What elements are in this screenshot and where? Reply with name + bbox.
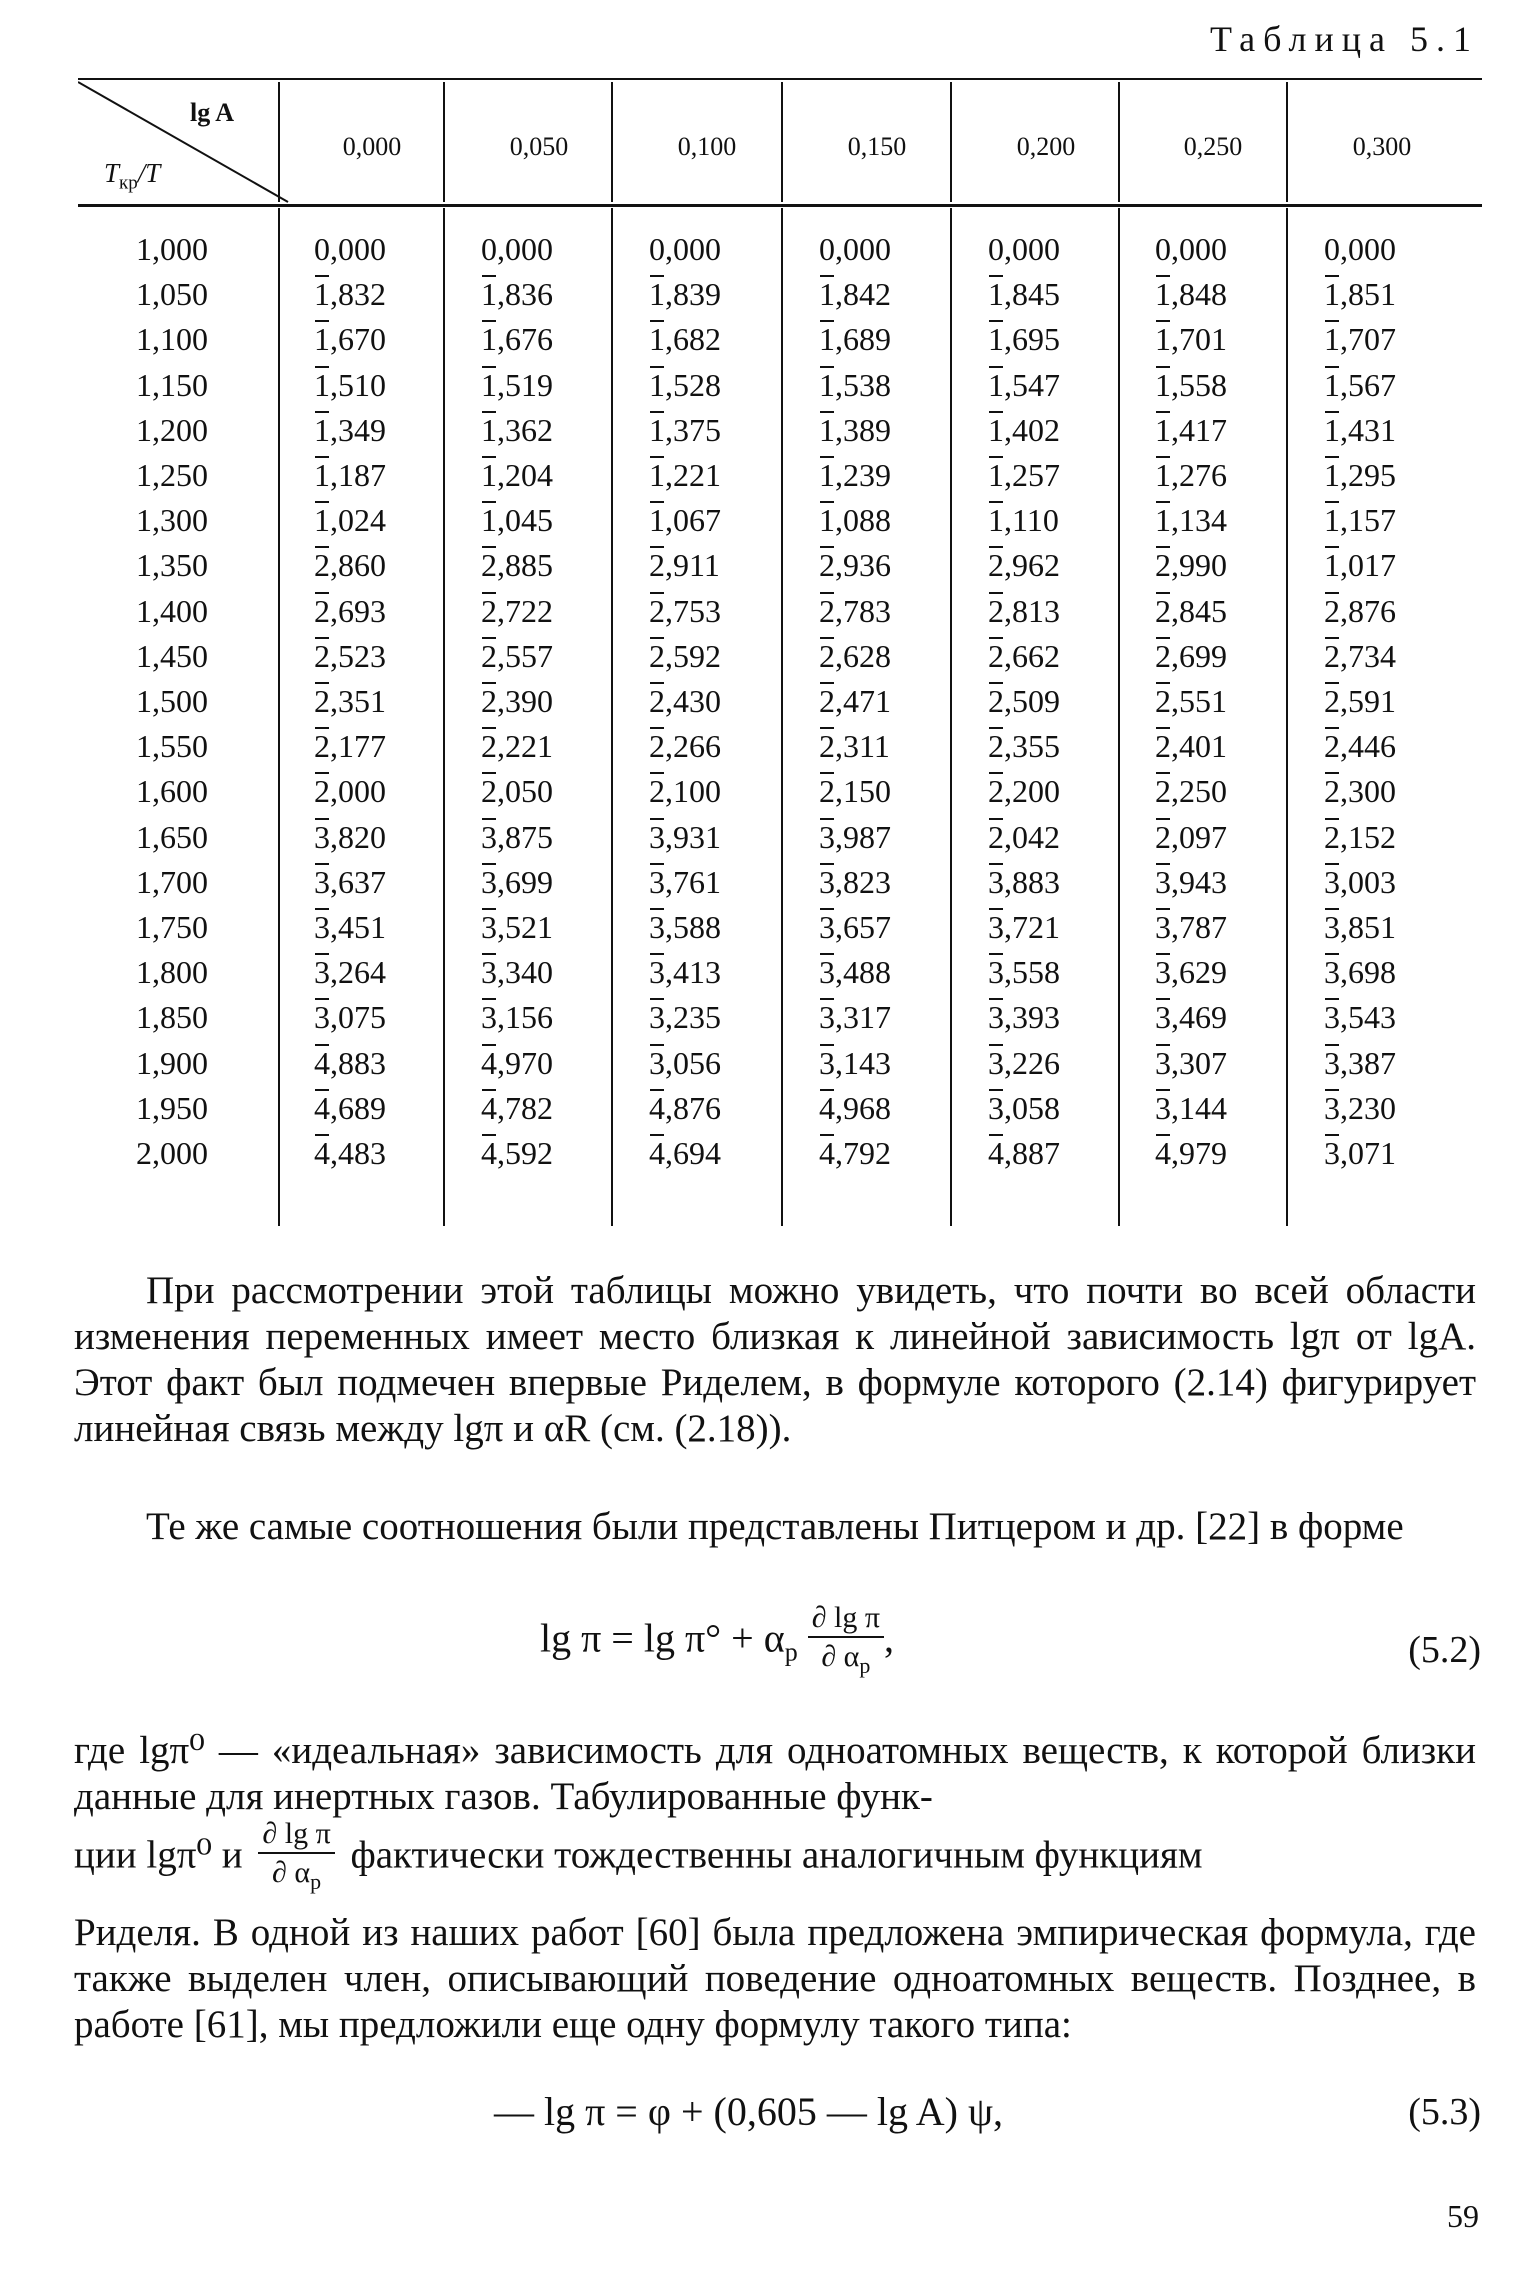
table-cell: 1,839 bbox=[649, 271, 721, 317]
row-label: 1,700 bbox=[136, 863, 208, 900]
table-cell: 3,558 bbox=[988, 949, 1060, 995]
table-cell: 2,523 bbox=[314, 633, 386, 679]
table-cell: 3,820 bbox=[314, 814, 386, 860]
table-cell: 2,845 bbox=[1155, 588, 1227, 634]
table-cell: 3,883 bbox=[988, 859, 1060, 905]
column-rule bbox=[278, 82, 280, 202]
table-cell: 3,469 bbox=[1155, 994, 1227, 1040]
table-cell: 2,885 bbox=[481, 542, 553, 588]
column-rule bbox=[781, 208, 783, 1226]
table-cell: 2,351 bbox=[314, 678, 386, 724]
column-header: 0,150 bbox=[847, 132, 907, 161]
table-cell: 4,792 bbox=[819, 1130, 891, 1176]
table-cell: 2,628 bbox=[819, 633, 891, 679]
row-label: 1,650 bbox=[136, 818, 208, 855]
row-label: 1,850 bbox=[136, 999, 208, 1036]
table-cell: 3,264 bbox=[314, 949, 386, 995]
table-cell: 1,221 bbox=[649, 452, 721, 498]
table-cell: 2,509 bbox=[988, 678, 1060, 724]
table-cell: 3,058 bbox=[988, 1085, 1060, 1131]
column-rule bbox=[611, 82, 613, 202]
row-label: 1,500 bbox=[136, 683, 208, 719]
column-rule bbox=[1118, 208, 1120, 1226]
table-cell: 1,276 bbox=[1155, 452, 1227, 498]
table-cell: 1,707 bbox=[1324, 316, 1396, 362]
table-cell: 3,521 bbox=[481, 904, 553, 950]
paragraph-2: Те же самые соотношения были представлены Питцером и др. [22] в форме bbox=[146, 1505, 1404, 1548]
row-label: 1,800 bbox=[136, 954, 208, 991]
table-cell: 2,783 bbox=[819, 588, 891, 634]
table-cell: 3,987 bbox=[819, 814, 891, 860]
table-cell: 2,471 bbox=[819, 678, 891, 724]
table-cell: 2,050 bbox=[481, 768, 553, 814]
corner-header-T: $T_{кр}/T$ bbox=[104, 158, 161, 194]
table-cell: 2,591 bbox=[1324, 678, 1396, 724]
table-cell: 0,000 bbox=[649, 231, 721, 267]
table-cell: 3,226 bbox=[988, 1040, 1060, 1086]
table-cell: 2,100 bbox=[649, 768, 721, 814]
row-label: 1,750 bbox=[136, 909, 208, 945]
table-cell: 3,340 bbox=[481, 949, 553, 995]
table-cell: 2,592 bbox=[649, 633, 721, 679]
table-cell: 1,848 bbox=[1155, 271, 1227, 317]
table-cell: 2,813 bbox=[988, 588, 1060, 634]
table-cell: 4,887 bbox=[988, 1130, 1060, 1176]
column-rule bbox=[1118, 82, 1120, 202]
row-label: 1,150 bbox=[136, 366, 208, 403]
equation-5-3: — lg π = φ + (0,605 — lg A) ψ, bbox=[494, 2089, 1003, 2134]
table-cell: 2,250 bbox=[1155, 768, 1227, 814]
table-cell: 3,787 bbox=[1155, 904, 1227, 950]
table-cell: 1,431 bbox=[1324, 407, 1396, 453]
table-cell: 1,257 bbox=[988, 452, 1060, 498]
table-cell: 1,845 bbox=[988, 271, 1060, 317]
table-cell: 4,876 bbox=[649, 1085, 721, 1131]
row-label: 1,450 bbox=[136, 637, 208, 674]
table-cell: 1,024 bbox=[314, 497, 386, 543]
row-label: 1,000 bbox=[136, 231, 208, 267]
table-cell: 1,349 bbox=[314, 407, 386, 453]
table-cell: 4,694 bbox=[649, 1130, 721, 1176]
table-cell: 0,000 bbox=[481, 231, 553, 267]
table-cell: 3,657 bbox=[819, 904, 891, 950]
table-cell: 3,629 bbox=[1155, 949, 1227, 995]
table-cell: 1,295 bbox=[1324, 452, 1396, 498]
table-cell: 2,753 bbox=[649, 588, 721, 634]
table-cell: 4,592 bbox=[481, 1130, 553, 1176]
table-cell: 1,362 bbox=[481, 407, 553, 453]
table-cell: 0,000 bbox=[314, 231, 386, 267]
table-cell: 1,701 bbox=[1155, 316, 1227, 362]
table-cell: 4,968 bbox=[819, 1085, 891, 1131]
row-label: 1,050 bbox=[136, 276, 208, 313]
equation-5-3-number: (5.3) bbox=[1408, 2091, 1481, 2133]
table-cell: 3,488 bbox=[819, 949, 891, 995]
table-cell: 1,832 bbox=[314, 271, 386, 317]
table-cell: 2,355 bbox=[988, 723, 1060, 769]
table-cell: 3,637 bbox=[314, 859, 386, 905]
table-cell: 1,519 bbox=[481, 362, 553, 408]
table-caption: Таблица 5.1 bbox=[1210, 19, 1479, 59]
table-cell: 2,266 bbox=[649, 723, 721, 769]
table-cell: 1,375 bbox=[649, 407, 721, 453]
table-cell: 3,317 bbox=[819, 994, 891, 1040]
table-cell: 2,097 bbox=[1155, 814, 1227, 860]
table-cell: 2,150 bbox=[819, 768, 891, 814]
column-rule bbox=[611, 208, 613, 1226]
table-cell: 3,588 bbox=[649, 904, 721, 950]
table-cell: 1,110 bbox=[988, 497, 1059, 543]
table-cell: 1,402 bbox=[988, 407, 1060, 453]
row-label: 1,250 bbox=[136, 457, 208, 493]
table-cell: 3,413 bbox=[649, 949, 721, 995]
paragraph-3-fraction: $\frac{\text{∂ lg π}}{\partial \alpha_p}$ bbox=[258, 1816, 334, 1901]
table-cell: 3,071 bbox=[1324, 1130, 1396, 1176]
table-cell: 2,693 bbox=[314, 588, 386, 634]
table-cell: 2,430 bbox=[649, 678, 721, 724]
row-label: 1,900 bbox=[136, 1044, 208, 1081]
table-cell: 1,689 bbox=[819, 316, 891, 362]
table-cell: 2,936 bbox=[819, 542, 891, 588]
column-rule bbox=[950, 82, 952, 202]
row-label: 2,000 bbox=[136, 1135, 208, 1171]
table-cell: 3,307 bbox=[1155, 1040, 1227, 1086]
table-cell: 2,042 bbox=[988, 814, 1060, 860]
table-cell: 2,446 bbox=[1324, 723, 1396, 769]
table-cell: 2,551 bbox=[1155, 678, 1227, 724]
table-cell: 2,000 bbox=[314, 768, 386, 814]
paragraph-4: Риделя. В одной из наших работ [60] была предложена эмпирическая формула, где также выделен член, описывающий поведение одноатомных веществ. Позднее, в работе [61], мы предложили еще одну формулу такого типа: bbox=[74, 1911, 1476, 2046]
table-cell: 2,152 bbox=[1324, 814, 1396, 860]
table-cell: 3,721 bbox=[988, 904, 1060, 950]
table-cell: 0,000 bbox=[819, 231, 891, 267]
table-cell: 2,722 bbox=[481, 588, 553, 634]
column-rule bbox=[1286, 82, 1288, 202]
table-cell: 3,143 bbox=[819, 1040, 891, 1086]
table-cell: 1,547 bbox=[988, 362, 1060, 408]
table-cell: 1,670 bbox=[314, 316, 386, 362]
table-cell: 4,689 bbox=[314, 1085, 386, 1131]
table-cell: 1,134 bbox=[1155, 497, 1227, 543]
column-header: 0,100 bbox=[677, 132, 737, 161]
column-rule bbox=[950, 208, 952, 1226]
table-cell: 1,157 bbox=[1324, 497, 1396, 543]
table-cell: 4,483 bbox=[314, 1130, 386, 1176]
table-cell: 3,235 bbox=[649, 994, 721, 1040]
table-cell: 3,075 bbox=[314, 994, 386, 1040]
paragraph-3: где lgπ⁰ — «идеальная» зависимость для одноатомных веществ, к которой близки данные для инертных газов. Табулированные функ- bbox=[74, 1729, 1476, 1818]
table-cell: 2,300 bbox=[1324, 768, 1396, 814]
column-header: 0,000 bbox=[342, 132, 402, 161]
table-cell: 2,401 bbox=[1155, 723, 1227, 769]
table-cell: 2,221 bbox=[481, 723, 553, 769]
table-cell: 1,682 bbox=[649, 316, 721, 362]
table-cell: 3,393 bbox=[988, 994, 1060, 1040]
row-label: 1,350 bbox=[136, 547, 208, 584]
table-cell: 1,567 bbox=[1324, 362, 1396, 408]
table-cell: 1,239 bbox=[819, 452, 891, 498]
table-cell: 1,045 bbox=[481, 497, 553, 543]
table-cell: 2,200 bbox=[988, 768, 1060, 814]
table-cell: 3,943 bbox=[1155, 859, 1227, 905]
table-cell: 3,823 bbox=[819, 859, 891, 905]
table-cell: 0,000 bbox=[1155, 231, 1227, 267]
table-cell: 1,695 bbox=[988, 316, 1060, 362]
table-cell: 1,676 bbox=[481, 316, 553, 362]
table-cell: 3,698 bbox=[1324, 949, 1396, 995]
row-label: 1,550 bbox=[136, 728, 208, 765]
table-cell: 3,931 bbox=[649, 814, 721, 860]
column-rule bbox=[278, 208, 280, 1226]
table-cell: 2,911 bbox=[649, 542, 720, 588]
row-label: 1,600 bbox=[136, 773, 208, 810]
table-cell: 3,156 bbox=[481, 994, 553, 1040]
table-cell: 1,836 bbox=[481, 271, 553, 317]
table-cell: 1,538 bbox=[819, 362, 891, 408]
column-header: 0,250 bbox=[1183, 132, 1243, 161]
row-label: 1,100 bbox=[136, 321, 208, 358]
table-cell: 2,860 bbox=[314, 542, 386, 588]
table-cell: 1,017 bbox=[1324, 542, 1396, 588]
table-cell: 1,558 bbox=[1155, 362, 1227, 408]
paragraph-1: При рассмотрении этой таблицы можно увидеть, что почти во всей области изменения переменных имеет место близкая к линейной зависимость lgπ от lgA. Этот факт был подмечен впервые Риделем, в формуле которого (2.14) фигурирует линейная связь между lgπ и αR (см. (2.18)). bbox=[74, 1269, 1476, 1450]
table-cell: 0,000 bbox=[1324, 231, 1396, 267]
equation-5-2-fraction: $\frac{\text{∂ lg π}}{\partial \alpha_p}$ bbox=[808, 1600, 884, 1685]
table-cell: 3,387 bbox=[1324, 1040, 1396, 1086]
row-label: 1,200 bbox=[136, 411, 208, 448]
table-cell: 2,311 bbox=[819, 723, 890, 769]
table-cell: 1,417 bbox=[1155, 407, 1227, 453]
table-cell: 3,144 bbox=[1155, 1085, 1227, 1131]
column-rule bbox=[443, 208, 445, 1226]
table-cell: 4,883 bbox=[314, 1040, 386, 1086]
table-cell: 1,088 bbox=[819, 497, 891, 543]
table-cell: 2,876 bbox=[1324, 588, 1396, 634]
table-cell: 1,842 bbox=[819, 271, 891, 317]
table-cell: 2,699 bbox=[1155, 633, 1227, 679]
table-cell: 3,543 bbox=[1324, 994, 1396, 1040]
table-cell: 0,000 bbox=[988, 231, 1060, 267]
table-cell: 2,177 bbox=[314, 723, 386, 769]
table-cell: 4,979 bbox=[1155, 1130, 1227, 1176]
table-cell: 2,662 bbox=[988, 633, 1060, 679]
table-cell: 2,557 bbox=[481, 633, 553, 679]
table-cell: 3,761 bbox=[649, 859, 721, 905]
table-cell: 1,204 bbox=[481, 452, 553, 498]
table-cell: 3,451 bbox=[314, 904, 386, 950]
column-rule bbox=[443, 82, 445, 202]
table-cell: 1,389 bbox=[819, 407, 891, 453]
paragraph-3-line: ции lgπ⁰ и $\frac{\text{∂ lg π}}{\partial \alpha_p}$ фактически тождественны аналогичным функциям bbox=[74, 1816, 1476, 1901]
row-label: 1,400 bbox=[136, 592, 208, 629]
table-cell: 1,510 bbox=[314, 362, 386, 408]
table-cell: 1,187 bbox=[314, 452, 386, 498]
row-label: 1,300 bbox=[136, 502, 208, 539]
table-cell: 3,699 bbox=[481, 859, 553, 905]
table-cell: 4,970 bbox=[481, 1040, 553, 1086]
table-cell: 3,851 bbox=[1324, 904, 1396, 950]
table-cell: 3,230 bbox=[1324, 1085, 1396, 1131]
table-cell: 3,875 bbox=[481, 814, 553, 860]
corner-header-lgA: lg A bbox=[190, 98, 235, 127]
table-cell: 1,851 bbox=[1324, 271, 1396, 317]
table-cell: 2,962 bbox=[988, 542, 1060, 588]
column-rule bbox=[1286, 208, 1288, 1226]
table-cell: 1,067 bbox=[649, 497, 721, 543]
equation-5-2: $\lg \pi = \lg \pi^\circ + \alpha_p$ $\frac{\text{∂ lg π}}{\partial \alpha_p}$ , bbox=[540, 1600, 894, 1685]
column-header: 0,050 bbox=[509, 132, 569, 161]
column-header: 0,300 bbox=[1352, 132, 1412, 161]
page-number: 59 bbox=[1447, 2198, 1479, 2234]
table-cell: 4,782 bbox=[481, 1085, 553, 1131]
table-cell: 2,734 bbox=[1324, 633, 1396, 679]
table-cell: 3,003 bbox=[1324, 859, 1396, 905]
table-cell: 2,990 bbox=[1155, 542, 1227, 588]
table-cell: 1,528 bbox=[649, 362, 721, 408]
table-cell: 3,056 bbox=[649, 1040, 721, 1086]
row-label: 1,950 bbox=[136, 1089, 208, 1126]
data-table bbox=[78, 78, 1482, 1226]
column-header: 0,200 bbox=[1016, 132, 1076, 161]
equation-5-2-number: (5.2) bbox=[1408, 1629, 1481, 1671]
column-rule bbox=[781, 82, 783, 202]
table-cell: 2,390 bbox=[481, 678, 553, 724]
